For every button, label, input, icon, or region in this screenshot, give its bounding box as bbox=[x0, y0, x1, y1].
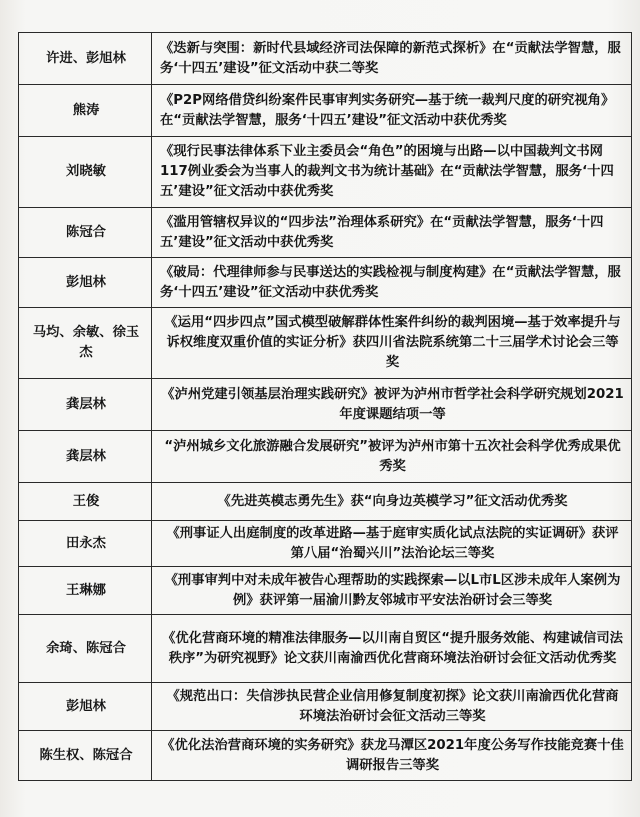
description-cell: 《刑事审判中对未成年被告心理帮助的实践探索—以L市L区涉未成年人案例为例》获评第一届渝川黔友邻城市平安法治研讨会三等奖 bbox=[152, 567, 632, 615]
table-row bbox=[19, 483, 632, 521]
author-cell: 余琦、陈冠合 bbox=[19, 615, 152, 683]
author-cell: 熊涛 bbox=[19, 85, 152, 137]
awards-table bbox=[18, 32, 632, 781]
table-row bbox=[19, 258, 632, 308]
table-row bbox=[19, 431, 632, 483]
description-cell: 《规范出口：失信涉执民营企业信用修复制度初探》论文获川南渝西优化营商环境法治研讨会征文活动三等奖 bbox=[152, 683, 632, 731]
description-cell: 《滥用管辖权异议的“四步法”治理体系研究》在“贡献法学智慧，服务‘十四五’建设”征文活动中获优秀奖 bbox=[152, 208, 632, 258]
description-cell: 《P2P网络借贷纠纷案件民事审判实务研究—基于统一裁判尺度的研究视角》在“贡献法学智慧，服务‘十四五’建设”征文活动中获优秀奖 bbox=[152, 85, 632, 137]
table-row bbox=[19, 683, 632, 731]
author-cell: 陈生权、陈冠合 bbox=[19, 731, 152, 781]
table-row bbox=[19, 731, 632, 781]
description-cell: 《破局：代理律师参与民事送达的实践检视与制度构建》在“贡献法学智慧，服务‘十四五’建设”征文活动中获优秀奖 bbox=[152, 258, 632, 308]
author-cell: 龚层林 bbox=[19, 431, 152, 483]
author-cell: 龚层林 bbox=[19, 379, 152, 431]
description-cell: “泸州城乡文化旅游融合发展研究”被评为泸州市第十五次社会科学优秀成果优秀奖 bbox=[152, 431, 632, 483]
author-cell: 王俊 bbox=[19, 483, 152, 521]
author-cell: 彭旭林 bbox=[19, 258, 152, 308]
description-cell: 《泸州党建引领基层治理实践研究》被评为泸州市哲学社会科学研究规划2021年度课题结项一等 bbox=[152, 379, 632, 431]
table-row bbox=[19, 208, 632, 258]
table-row bbox=[19, 85, 632, 137]
description-cell: 《现行民事法律体系下业主委员会“角色”的困境与出路—以中国裁判文书网117例业委会为当事人的裁判文书为统计基础》在“贡献法学智慧，服务‘十四五’建设”征文活动中获优秀奖 bbox=[152, 137, 632, 208]
table-row bbox=[19, 137, 632, 208]
description-cell: 《刑事证人出庭制度的改革进路—基于庭审实质化试点法院的实证调研》获评第八届“治蜀兴川”法治论坛三等奖 bbox=[152, 521, 632, 567]
description-cell: 《迭新与突围：新时代县域经济司法保障的新范式探析》在“贡献法学智慧，服务‘十四五’建设”征文活动中获二等奖 bbox=[152, 33, 632, 85]
description-cell: 《优化法治营商环境的实务研究》获龙马潭区2021年度公务写作技能竞赛十佳调研报告三等奖 bbox=[152, 731, 632, 781]
author-cell: 王琳娜 bbox=[19, 567, 152, 615]
author-cell: 许进、彭旭林 bbox=[19, 33, 152, 85]
author-cell: 马均、余敏、徐玉杰 bbox=[19, 308, 152, 379]
description-cell: 《先进英模志勇先生》获“向身边英模学习”征文活动优秀奖 bbox=[152, 483, 632, 521]
author-cell: 彭旭林 bbox=[19, 683, 152, 731]
author-cell: 刘晓敏 bbox=[19, 137, 152, 208]
table-row bbox=[19, 521, 632, 567]
author-cell: 田永杰 bbox=[19, 521, 152, 567]
description-cell: 《运用“四步四点”国式模型破解群体性案件纠纷的裁判困境—基于效率提升与诉权维度双重价值的实证分析》获四川省法院系统第二十三届学术讨论会三等奖 bbox=[152, 308, 632, 379]
table-row bbox=[19, 379, 632, 431]
table-row bbox=[19, 615, 632, 683]
table-row bbox=[19, 33, 632, 85]
description-cell: 《优化营商环境的精准法律服务—以川南自贸区“提升服务效能、构建诚信司法秩序”为研究视野》论文获川南渝西优化营商环境法治研讨会征文活动优秀奖 bbox=[152, 615, 632, 683]
author-cell: 陈冠合 bbox=[19, 208, 152, 258]
table-row bbox=[19, 567, 632, 615]
table-row bbox=[19, 308, 632, 379]
